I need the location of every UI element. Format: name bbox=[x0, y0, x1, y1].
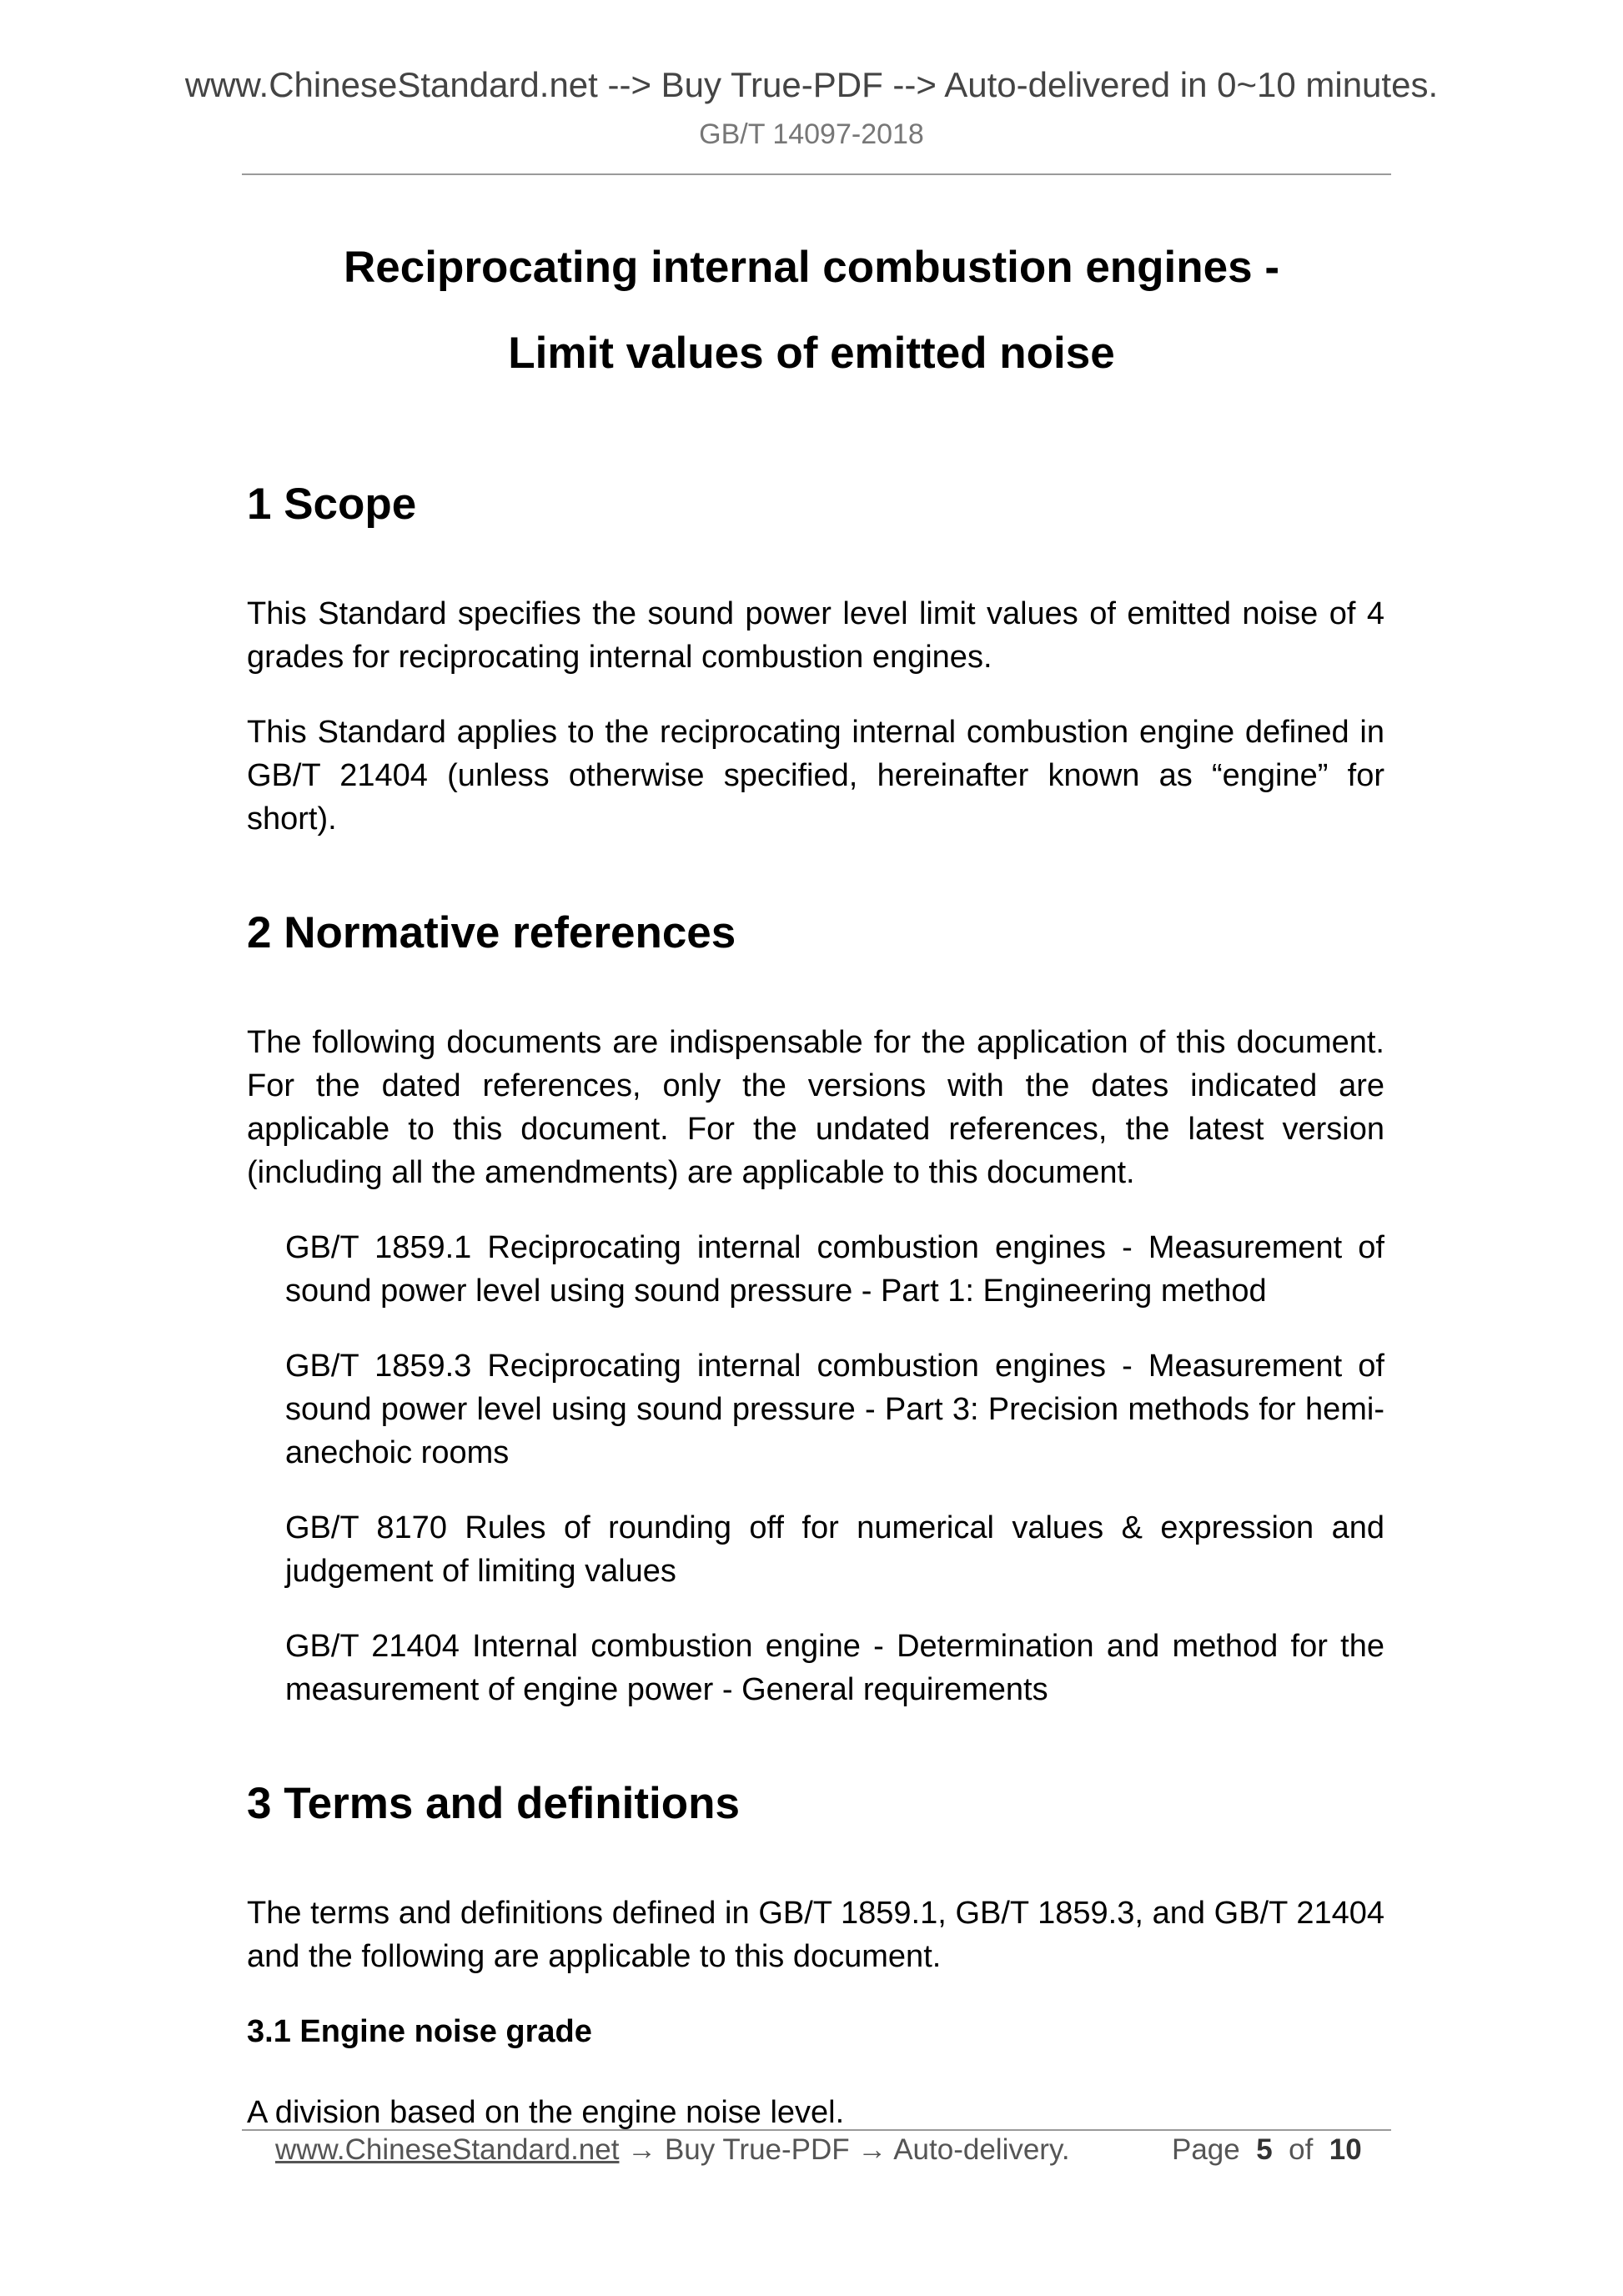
subsection-text: A division based on the engine noise level. bbox=[247, 2095, 845, 2130]
arrow-icon: → bbox=[627, 2133, 657, 2166]
terms-intro: The terms and definitions defined in GB/T 1859.1, GB/T 1859.3, and GB/T 21404 and the following are applicable to this document. bbox=[247, 1896, 1384, 1974]
footer-divider bbox=[242, 2129, 1391, 2131]
title-line-1: Reciprocating internal combustion engines - bbox=[344, 243, 1279, 292]
page-label: Page bbox=[1172, 2133, 1240, 2166]
scope-paragraph-1: This Standard specifies the sound power level limit values of emitted noise of 4 grades for reciprocating internal combustion engines. bbox=[247, 596, 1384, 675]
footer-buy-text: Buy True-PDF bbox=[664, 2133, 850, 2166]
document-body bbox=[247, 475, 1384, 2166]
reference-item: GB/T 1859.3 Reciprocating internal combustion engines - Measurement of sound power level using sound pressure - Part 3: Precision methods for hemi-anechoic rooms bbox=[285, 1349, 1384, 1470]
scope-paragraph-2: This Standard applies to the reciprocating internal combustion engine defined in GB/T 21404 (unless otherwise specified, hereinafter known as “engine” for short). bbox=[247, 715, 1384, 837]
footer-link[interactable]: www.ChineseStandard.net bbox=[275, 2133, 620, 2166]
header-banner: www.ChineseStandard.net --> Buy True-PDF --> Auto-delivered in 0~10 minutes. bbox=[184, 65, 1439, 104]
section-heading-terms: 3 Terms and definitions bbox=[247, 1779, 740, 1828]
of-label: of bbox=[1289, 2133, 1314, 2166]
reference-item: GB/T 1859.1 Reciprocating internal combustion engines - Measurement of sound power level using sound pressure - Part 1: Engineering method bbox=[285, 1230, 1384, 1309]
standard-code: GB/T 14097-2018 bbox=[699, 118, 924, 150]
reference-item: GB/T 8170 Rules of rounding off for numerical values & expression and judgement of limiting values bbox=[285, 1510, 1384, 1589]
reference-item: GB/T 21404 Internal combustion engine - Determination and method for the measurement of engine power - General requirements bbox=[285, 1629, 1384, 1707]
normative-intro: The following documents are indispensable for the application of this document. For the dated references, only the versions with the dates indicated are applicable to this document. For the undated references, the latest version (including all the amendments) are applicable to this document. bbox=[247, 1025, 1384, 1190]
footer-delivery-text: Auto-delivery. bbox=[893, 2133, 1070, 2166]
header-divider bbox=[242, 173, 1391, 175]
footer bbox=[275, 2133, 1362, 2167]
subsection-heading: 3.1 Engine noise grade bbox=[247, 2014, 592, 2049]
page-indicator bbox=[1172, 2133, 1362, 2167]
title-line-2: Limit values of emitted noise bbox=[508, 329, 1115, 378]
page-total: 10 bbox=[1329, 2133, 1362, 2166]
section-heading-normative: 2 Normative references bbox=[247, 908, 736, 957]
arrow-icon: → bbox=[857, 2133, 887, 2166]
section-heading-scope: 1 Scope bbox=[247, 480, 417, 529]
page-number: 5 bbox=[1256, 2133, 1273, 2166]
